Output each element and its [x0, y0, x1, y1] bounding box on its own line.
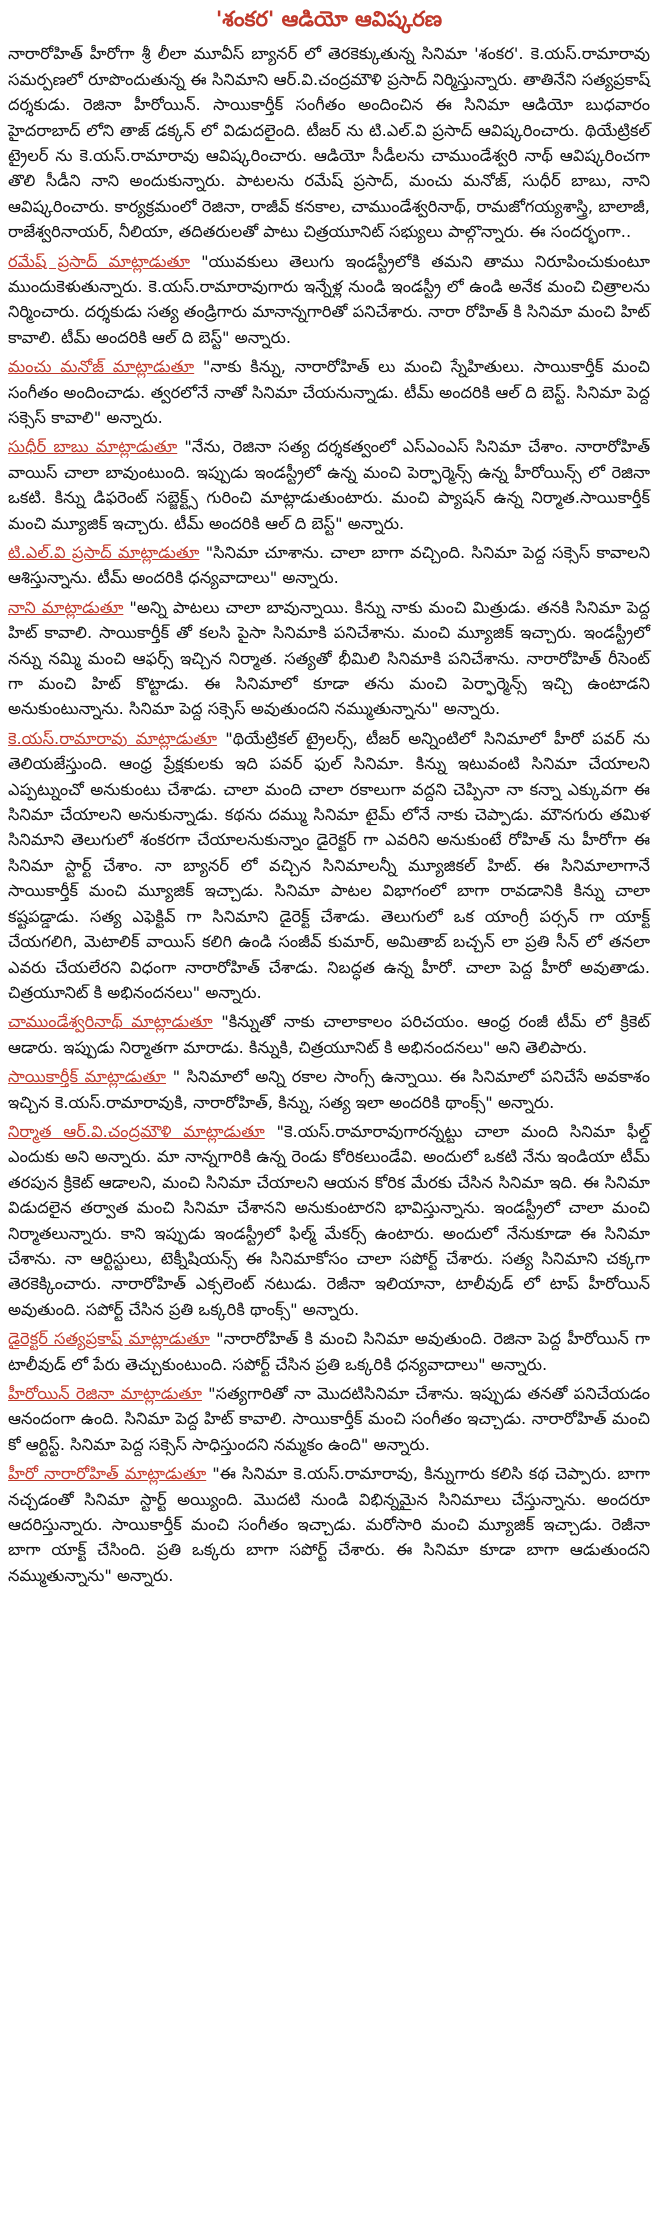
- speech-paragraph: [8, 354, 650, 430]
- speaker-name: హీరోయిన్ రెజినా మాట్లాడుతూ: [8, 1384, 202, 1404]
- speech-text: " సినిమాలో అన్ని రకాల సాంగ్స్ ఉన్నాయి. ఈ సినిమాలో పనిచేసే అవకాశం ఇచ్చిన కె.యస్.రామారావుకి, నారారోహిత్, కిన్ను, సత్య ఇలా అందరికి థాంక్స్" అన్నారు.: [8, 1067, 650, 1112]
- speaker-name: నాని మాట్లాడుతూ: [8, 597, 124, 617]
- speaker-name: నిర్మాత ఆర్.వి.చంద్రమౌళి మాట్లాడుతూ: [8, 1121, 265, 1141]
- speech-paragraph: [8, 540, 650, 591]
- intro-paragraph: నారారోహిత్ హీరోగా శ్రీ లీలా మూవీస్ బ్యానర్ లో తెరకెక్కుతున్న సినిమా 'శంకర'. కె.యస్.రామారావు సమర్పణలో రూపొందుతున్న ఈ సినిమాని ఆర్.వి.చంద్రమౌళి ప్రసాద్ నిర్మిస్తున్నారు. తాతినేని సత్యప్రకాష్ దర్శకుడు. రెజినా హీరోయిన్. సాయికార్తీక్ సంగీతం అందించిన ఈ సినిమా ఆడియో బుధవారం హైదరాబాద్ లోని తాజ్ డక్కన్ లో విడుదలైంది. టీజర్ ను టి.ఎల్.వి ప్రసాద్ ఆవిష్కరించారు. థియేట్రికల్ ట్రైలర్ ను కె.యస్.రామారావు ఆవిష్కరించారు. ఆడియో సీడీలను చాముండేశ్వరి నాథ్ ఆవిష్కరించగా తొలి సీడీని నాని అందుకున్నారు. పాటలను రమేష్ ప్రసాద్, మంచు మనోజ్, సుధీర్ బాబు, నాని ఆవిష్కరించారు. కార్యక్రమంలో రెజినా, రాజీవ్ కనకాల, చాముండేశ్వరినాథ్, రామజోగయ్యశాస్త్రి, బాలాజీ, రాజేశ్వరినాయర్, నీలియా, తదితరులతో పాటు చిత్రయూనిట్ సభ్యులు పాల్గొన్నారు. ఈ సందర్భంగా..: [8, 44, 650, 242]
- speech-paragraph: [8, 1119, 650, 1322]
- speech-paragraph: [8, 1326, 650, 1377]
- speech-text: "కె.యస్.రామారావుగారన్నట్టు చాలా మంది సినిమా ఫీల్డ్ ఎందుకు అని అన్నారు. మా నాన్నగారికి ఉన్న రెండు కోరికలుండేవి. అందులో ఒకటి నేను ఇండియా టీమ్ తరపున క్రికెట్ ఆడాలని, మంచి సినిమా చేయాలని ఆయన కోరిక మేరకు చేసిన సినిమా ఇది. ఈ సినిమా విడుదలైన తర్వాత మంచి సినిమా చేశానని అనుకుంటారని భావిస్తున్నాను. ఇండస్ట్రీలో చాలా మంచి నిర్మాతలున్నారు. కాని ఇప్పుడు ఇండస్ట్రీలో ఫిల్మ్ మేకర్స్ ఉంటారు. అందులో నేనుకూడా ఈ సినిమా చేశాను. నా ఆర్టిస్టులు, టెక్నీషియన్స్ ఈ సినిమాకోసం చాలా సపోర్ట్ చేశారు. సత్య సినిమాని చక్కగా తెరకెక్కించారు. నారారోహిత్ ఎక్సలెంట్ నటుడు. రెజీనా ఇలియానా, టాలీవుడ్ లో టాప్ హీరోయిన్ అవుతుంది. సపోర్ట్ చేసిన ప్రతి ఒక్కరికి థాంక్స్" అన్నారు.: [8, 1121, 651, 1319]
- speech-text: "నేను, రెజినా సత్య దర్శకత్వంలో ఎస్ఎంఎస్ సినిమా చేశాం. నారారోహిత్ వాయిస్ చాలా బావుంటుంది. ఇప్పుడు ఇండస్ట్రీలో ఉన్న మంచి పెర్ఫార్మెన్స్ ఉన్న హీరోయిన్స్ లో రెజినా ఒకటి. కిన్ను డిఫరెంట్ సబ్జెక్ట్స్ గురించి మాట్లాడుతుంటారు. మంచి ప్యాషన్ ఉన్న నిర్మాత.సాయికార్తీక్ మంచి మ్యూజిక్ ఇచ్చారు. టీమ్ అందరికి ఆల్ ది బెస్ట్" అన్నారు.: [8, 437, 651, 533]
- speech-paragraph: [8, 595, 650, 722]
- speaker-name: డైరెక్టర్ సత్యప్రకాష్ మాట్లాడుతూ: [8, 1329, 210, 1349]
- speech-paragraph: [8, 1064, 650, 1115]
- speech-text: "నాకు కిన్ను, నారారోహిత్ లు మంచి స్నేహితులు. సాయికార్తీక్ మంచి సంగీతం అందించాడు. త్వరలోనే నాతో సినిమా చేయనున్నాడు. టీమ్ అందరికి ఆల్ ది బెస్ట్. సినిమా పెద్ద సక్సెస్ కావాలి" అన్నారు.: [8, 357, 650, 427]
- article-title: 'శంకర' ఆడియో ఆవిష్కరణ: [215, 7, 443, 31]
- speech-text: "నారారోహిత్ కి మంచి సినిమా అవుతుంది. రెజినా పెద్ద హీరోయిన్ గా టాలీవుడ్ లో పేరు తెచ్చుకుంటుంది. సపోర్ట్ చేసిన ప్రతి ఒక్కరికి ధన్యవాదాలు" అన్నారు.: [8, 1329, 650, 1374]
- speaker-name: చాముండేశ్వరినాథ్ మాట్లాడుతూ: [8, 1012, 213, 1032]
- speech-paragraph: [8, 726, 650, 1005]
- speech-text: "అన్ని పాటలు చాలా బావున్నాయి. కిన్ను నాకు మంచి మిత్రుడు. తనకి సినిమా పెద్ద హిట్ కావాలి. సాయికార్తీక్ తో కలసి పైసా సినిమాకి పనిచేశాను. మంచి మ్యూజిక్ ఇచ్చారు. ఇండస్ట్రీలో నన్ను నమ్మి మంచి ఆఫర్స్ ఇచ్చిన నిర్మాత. సత్యతో భీమిలి సినిమాకి పనిచేశాను. నారారోహిత్ రీసెంట్ గా మంచి హిట్ కొట్టాడు. ఈ సినిమాలో కూడా తను మంచి పెర్ఫార్మెన్స్ ఇచ్చి ఉంటాడని అనుకుంటున్నాను. సినిమా పెద్ద సక్సెస్ అవుతుందని నమ్ముతున్నాను" అన్నారు.: [8, 597, 650, 719]
- speaker-name: రమేష్ ప్రసాద్ మాట్లాడుతూ: [8, 251, 191, 271]
- speech-paragraph: [8, 1381, 650, 1457]
- speech-paragraph: [8, 1461, 650, 1588]
- speech-text: "యువకులు తెలుగు ఇండస్ట్రీలోకి తమని తాము నిరూపించుకుంటూ ముందుకెళుతున్నారు. కె.యస్.రామారావుగారు ఇన్నేళ్ల నుండి ఇండస్ట్రీ లో ఉండి అనేక మంచి చిత్రాలను నిర్మించారు. దర్శకుడు సత్య తండ్రిగారు మానాన్నగారితో పనిచేశారు. నారా రోహిత్ కి సినిమా మంచి హిట్ కావాలి. టీమ్ అందరికి ఆల్ ది బెస్ట్" అన్నారు.: [8, 251, 650, 347]
- speech-paragraph: [8, 249, 650, 351]
- speaker-name: హీరో నారారోహిత్ మాట్లాడుతూ: [8, 1464, 207, 1484]
- speaker-name: టి.ఎల్.వి ప్రసాద్ మాట్లాడుతూ: [8, 543, 200, 563]
- speaker-name: కె.యస్.రామారావు మాట్లాడుతూ: [8, 728, 218, 748]
- speech-text: "ఈ సినిమా కె.యస్.రామారావు, కిన్నుగారు కలిసి కథ చెప్పారు. బాగా నచ్చడంతో సినిమా స్టార్ట్ అయ్యింది. మొదటి నుండి విభిన్నమైన సినిమాలు చేస్తున్నాను. అందరూ ఆదరిస్తున్నారు. సాయికార్తీక్ మంచి సంగీతం ఇచ్చాడు. మరోసారి మంచి మ్యూజిక్ ఇచ్చాడు. రెజీనా బాగా యాక్ట్ చేసింది. ప్రతి ఒక్కరు బాగా సపోర్ట్ చేశారు. ఈ సినిమా కూడా బాగా ఆడుతుందని నమ్ముతున్నాను" అన్నారు.: [8, 1464, 650, 1585]
- speech-text: "సినిమా చూశాను. చాలా బాగా వచ్చింది. సినిమా పెద్ద సక్సెస్ కావాలని ఆశిస్తున్నాను. టీమ్ అందరికి ధన్యవాదాలు" అన్నారు.: [8, 543, 651, 588]
- speaker-name: మంచు మనోజ్ మాట్లాడుతూ: [8, 357, 195, 377]
- speaker-name: సాయికార్తీక్ మాట్లాడుతూ: [8, 1067, 167, 1087]
- speech-text: "కిన్నుతో నాకు చాలాకాలం పరిచయం. ఆంధ్ర రంజీ టీమ్ లో క్రికెట్ ఆడారు. ఇప్పుడు నిర్మాతగా మారాడు. కిన్నుకి, చిత్రయూనిట్ కి అభినందనలు" అని తెలిపారు.: [8, 1012, 650, 1057]
- speech-paragraph: [8, 1009, 650, 1060]
- speech-paragraph: [8, 434, 650, 536]
- speaker-name: సుధీర్ బాబు మాట్లాడుతూ: [8, 437, 178, 457]
- speech-text: "సత్యగారితో నా మొదటిసినిమా చేశాను. ఇప్పుడు తనతో పనిచేయడం ఆనందంగా ఉంది. సినిమా పెద్ద హిట్ కావాలి. సాయికార్తీక్ మంచి సంగీతం ఇచ్చాడు. నారారోహిత్ మంచి కో ఆర్టిస్ట్. సినిమా పెద్ద సక్సెస్ సాధిస్తుందని నమ్మకం ఉంది" అన్నారు.: [8, 1384, 651, 1454]
- speech-text: "థియేట్రికల్ ట్రైలర్స్, టీజర్ అన్నింటిలో సినిమాలో హీరో పవర్ ను తెలియజేస్తుంది. ఆంధ్ర ప్రేక్షకులకు ఇది పవర్ ఫుల్ సినిమా. కిన్ను ఇటువంటి సినిమా చేయాలని ఎప్పట్నుంచో అనుకుంటు చేశాడు. చాలా మంది చాలా రకాలుగా వద్దని చెప్పినా నా కన్నా ఎక్కువగా ఈ సినిమా చేయాలని అనుకున్నాడు. కథను దమ్ము సినిమా టైమ్ లోనే నాకు చెప్పాడు. మౌనగురు తమిళ సినిమాని తెలుగులో శంకరగా చేయాలనుకున్నాం డైరెక్టర్ గా ఎవరిని అనుకుంటే రోహిత్ ను హీరోగా ఈ సినిమా స్టార్ట్ చేశాం. నా బ్యానర్ లో వచ్చిన సినిమాలన్నీ మ్యూజికల్ హిట్. ఈ సినిమాలాగానే సాయికార్తీక్ మంచి మ్యూజిక్ ఇచ్చాడు. సినిమా పాటల విభాగంలో బాగా రావడానికి కిన్ను చాలా కష్టపడ్డాడు. సత్య ఎఫెక్టివ్ గా సినిమాని డైరెక్ట్ చేశాడు. తెలుగులో ఒక యాంగ్రీ పర్సన్ గా యాక్ట్ చేయగలిగి, మెటాలిక్ వాయిస్ కలిగి ఉండి సంజీవ్ కుమార్, అమితాబ్ బచ్చన్ లా ప్రతి సీన్ లో తనలా ఎవరు చేయలేరని విధంగా నారారోహిత్ చేశాడు. నిబద్ధత ఉన్న హీరో. చాలా పెద్ద హీరో అవుతాడు. చిత్రయూనిట్ కి అభినందనలు" అన్నారు.: [8, 728, 650, 1002]
